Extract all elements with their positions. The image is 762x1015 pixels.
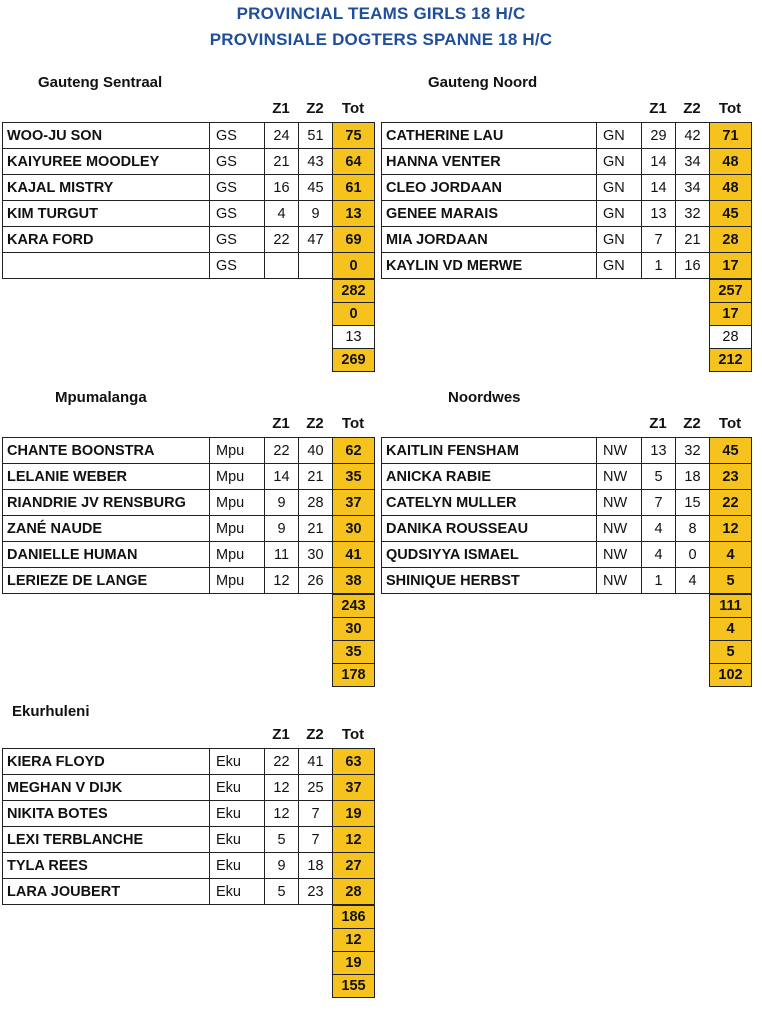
team-code: Mpu (210, 568, 265, 594)
column-header-z2: Z2 (683, 415, 701, 432)
team-name-ekurhuleni: Ekurhuleni (12, 703, 90, 720)
z2-score: 23 (299, 879, 333, 905)
z1-score (265, 253, 299, 279)
player-name: LELANIE WEBER (3, 464, 210, 490)
team-code: Mpu (210, 516, 265, 542)
total-score: 30 (333, 516, 375, 542)
table-row (3, 879, 375, 905)
player-name: TYLA REES (3, 853, 210, 879)
total-score: 48 (710, 175, 752, 201)
player-name: CATELYN MULLER (382, 490, 597, 516)
team-code: NW (597, 490, 642, 516)
summary-value: 102 (710, 664, 752, 687)
z2-score: 0 (676, 542, 710, 568)
column-header-tot: Tot (341, 415, 365, 432)
z2-score: 41 (299, 749, 333, 775)
player-name: CLEO JORDAAN (382, 175, 597, 201)
z1-score: 22 (265, 749, 299, 775)
team-code: GS (210, 123, 265, 149)
z2-score: 7 (299, 801, 333, 827)
summary-value: 269 (333, 349, 375, 372)
z2-score: 21 (676, 227, 710, 253)
z2-score: 30 (299, 542, 333, 568)
summary-value: 243 (333, 595, 375, 618)
table-row (382, 516, 752, 542)
summary-value: 30 (333, 618, 375, 641)
team-code: GS (210, 227, 265, 253)
summary-value: 35 (333, 641, 375, 664)
summary-value: 186 (333, 906, 375, 929)
z1-score: 14 (642, 175, 676, 201)
team-code: Mpu (210, 464, 265, 490)
z1-score: 11 (265, 542, 299, 568)
table-row (382, 123, 752, 149)
team-table-noordwes (381, 437, 752, 594)
player-name: MEGHAN V DIJK (3, 775, 210, 801)
team-code: Mpu (210, 438, 265, 464)
team-code: Eku (210, 801, 265, 827)
total-score: 22 (710, 490, 752, 516)
column-header-z2: Z2 (683, 100, 701, 117)
z1-score: 13 (642, 201, 676, 227)
summary-column-gauteng-noord (709, 279, 752, 372)
player-name: CATHERINE LAU (382, 123, 597, 149)
column-header-tot: Tot (341, 726, 365, 743)
table-row (382, 253, 752, 279)
column-header-tot: Tot (718, 415, 742, 432)
team-code: GS (210, 253, 265, 279)
team-code: GN (597, 201, 642, 227)
player-name: DANIKA ROUSSEAU (382, 516, 597, 542)
total-score: 63 (333, 749, 375, 775)
team-table-mpumalanga (2, 437, 375, 594)
table-row (3, 201, 375, 227)
total-score: 61 (333, 175, 375, 201)
player-name: ZANÉ NAUDE (3, 516, 210, 542)
z2-score: 4 (676, 568, 710, 594)
summary-value: 0 (333, 303, 375, 326)
total-score: 41 (333, 542, 375, 568)
table-row (3, 438, 375, 464)
total-score: 45 (710, 438, 752, 464)
total-score: 13 (333, 201, 375, 227)
total-score: 23 (710, 464, 752, 490)
z1-score: 21 (265, 149, 299, 175)
table-row (3, 568, 375, 594)
column-header-z2: Z2 (306, 726, 324, 743)
team-code: NW (597, 568, 642, 594)
z1-score: 9 (265, 490, 299, 516)
player-name: MIA JORDAAN (382, 227, 597, 253)
column-header-z1: Z1 (649, 415, 667, 432)
z2-score: 15 (676, 490, 710, 516)
player-name: WOO-JU SON (3, 123, 210, 149)
total-score: 45 (710, 201, 752, 227)
player-name: GENEE MARAIS (382, 201, 597, 227)
team-code: Mpu (210, 490, 265, 516)
table-row (3, 775, 375, 801)
player-name: DANIELLE HUMAN (3, 542, 210, 568)
team-code: Eku (210, 749, 265, 775)
total-score: 4 (710, 542, 752, 568)
z2-score: 34 (676, 149, 710, 175)
total-score: 38 (333, 568, 375, 594)
z2-score: 28 (299, 490, 333, 516)
table-row (3, 253, 375, 279)
z2-score: 42 (676, 123, 710, 149)
player-name: RIANDRIE JV RENSBURG (3, 490, 210, 516)
team-name-gauteng-noord: Gauteng Noord (428, 74, 538, 91)
team-table-gauteng-sentraal (2, 122, 375, 279)
z1-score: 12 (265, 775, 299, 801)
total-score: 69 (333, 227, 375, 253)
z1-score: 7 (642, 490, 676, 516)
z2-score: 21 (299, 464, 333, 490)
team-code: GN (597, 123, 642, 149)
table-row (382, 490, 752, 516)
table-row (382, 175, 752, 201)
summary-value: 155 (333, 975, 375, 998)
team-code: GN (597, 253, 642, 279)
z1-score: 14 (265, 464, 299, 490)
z1-score: 1 (642, 568, 676, 594)
table-row (3, 516, 375, 542)
team-code: Eku (210, 879, 265, 905)
table-row (3, 853, 375, 879)
page-title: PROVINCIAL TEAMS GIRLS 18 H/C (236, 4, 526, 23)
table-row (382, 464, 752, 490)
table-row (382, 149, 752, 175)
total-score: 5 (710, 568, 752, 594)
total-score: 48 (710, 149, 752, 175)
column-header-tot: Tot (718, 100, 742, 117)
summary-column-gauteng-sentraal (332, 279, 375, 372)
z1-score: 5 (265, 879, 299, 905)
z2-score: 32 (676, 438, 710, 464)
z2-score: 21 (299, 516, 333, 542)
total-score: 37 (333, 490, 375, 516)
player-name: KIERA FLOYD (3, 749, 210, 775)
total-score: 28 (710, 227, 752, 253)
summary-value: 282 (333, 280, 375, 303)
z1-score: 4 (642, 542, 676, 568)
total-score: 0 (333, 253, 375, 279)
z1-score: 4 (642, 516, 676, 542)
z2-score: 32 (676, 201, 710, 227)
column-header-z1: Z1 (272, 415, 290, 432)
column-header-z2: Z2 (306, 415, 324, 432)
table-row (382, 568, 752, 594)
column-header-z1: Z1 (272, 100, 290, 117)
player-name: LERIEZE DE LANGE (3, 568, 210, 594)
player-name: HANNA VENTER (382, 149, 597, 175)
summary-column-mpumalanga (332, 594, 375, 687)
z2-score: 34 (676, 175, 710, 201)
summary-value: 178 (333, 664, 375, 687)
table-row (3, 827, 375, 853)
summary-value: 5 (710, 641, 752, 664)
z2-score: 18 (299, 853, 333, 879)
z2-score: 51 (299, 123, 333, 149)
table-row (3, 490, 375, 516)
player-name: ANICKA RABIE (382, 464, 597, 490)
summary-column-noordwes (709, 594, 752, 687)
z2-score (299, 253, 333, 279)
table-row (3, 464, 375, 490)
z1-score: 5 (265, 827, 299, 853)
team-code: Mpu (210, 542, 265, 568)
z2-score: 47 (299, 227, 333, 253)
total-score: 17 (710, 253, 752, 279)
z1-score: 12 (265, 801, 299, 827)
total-score: 64 (333, 149, 375, 175)
z1-score: 9 (265, 516, 299, 542)
player-name: KAIYUREE MOODLEY (3, 149, 210, 175)
z2-score: 45 (299, 175, 333, 201)
total-score: 75 (333, 123, 375, 149)
total-score: 71 (710, 123, 752, 149)
z2-score: 26 (299, 568, 333, 594)
team-code: GN (597, 149, 642, 175)
team-code: GS (210, 201, 265, 227)
table-row (382, 542, 752, 568)
total-score: 27 (333, 853, 375, 879)
player-name: KIM TURGUT (3, 201, 210, 227)
total-score: 35 (333, 464, 375, 490)
table-row (3, 149, 375, 175)
player-name: LARA JOUBERT (3, 879, 210, 905)
column-header-z1: Z1 (649, 100, 667, 117)
player-name: LEXI TERBLANCHE (3, 827, 210, 853)
table-row (3, 123, 375, 149)
z2-score: 40 (299, 438, 333, 464)
total-score: 28 (333, 879, 375, 905)
table-row (3, 542, 375, 568)
column-header-z2: Z2 (306, 100, 324, 117)
z1-score: 12 (265, 568, 299, 594)
player-name: KAYLIN VD MERWE (382, 253, 597, 279)
z2-score: 18 (676, 464, 710, 490)
z2-score: 8 (676, 516, 710, 542)
z1-score: 13 (642, 438, 676, 464)
summary-value: 257 (710, 280, 752, 303)
column-header-z1: Z1 (272, 726, 290, 743)
summary-value: 212 (710, 349, 752, 372)
z2-score: 16 (676, 253, 710, 279)
player-name: QUDSIYYA ISMAEL (382, 542, 597, 568)
team-table-gauteng-noord (381, 122, 752, 279)
column-header-tot: Tot (341, 100, 365, 117)
table-row (3, 749, 375, 775)
z1-score: 1 (642, 253, 676, 279)
team-name-mpumalanga: Mpumalanga (55, 389, 147, 406)
z1-score: 4 (265, 201, 299, 227)
player-name: NIKITA BOTES (3, 801, 210, 827)
table-row (3, 227, 375, 253)
team-code: Eku (210, 853, 265, 879)
z1-score: 5 (642, 464, 676, 490)
total-score: 19 (333, 801, 375, 827)
page-subtitle: PROVINSIALE DOGTERS SPANNE 18 H/C (209, 30, 553, 49)
team-code: GN (597, 227, 642, 253)
player-name: KAITLIN FENSHAM (382, 438, 597, 464)
z1-score: 14 (642, 149, 676, 175)
team-code: Eku (210, 827, 265, 853)
total-score: 37 (333, 775, 375, 801)
player-name: SHINIQUE HERBST (382, 568, 597, 594)
team-code: GS (210, 175, 265, 201)
z2-score: 9 (299, 201, 333, 227)
table-row (382, 438, 752, 464)
summary-value: 111 (710, 595, 752, 618)
summary-value: 12 (333, 929, 375, 952)
summary-column-ekurhuleni (332, 905, 375, 998)
z1-score: 29 (642, 123, 676, 149)
total-score: 12 (710, 516, 752, 542)
team-code: GN (597, 175, 642, 201)
total-score: 62 (333, 438, 375, 464)
player-name (3, 253, 210, 279)
table-row (3, 801, 375, 827)
summary-value: 19 (333, 952, 375, 975)
team-code: NW (597, 464, 642, 490)
z2-score: 25 (299, 775, 333, 801)
team-table-ekurhuleni (2, 748, 375, 905)
team-code: GS (210, 149, 265, 175)
z2-score: 43 (299, 149, 333, 175)
z1-score: 9 (265, 853, 299, 879)
player-name: CHANTE BOONSTRA (3, 438, 210, 464)
team-name-gauteng-sentraal: Gauteng Sentraal (38, 74, 163, 91)
summary-value: 4 (710, 618, 752, 641)
table-row (382, 201, 752, 227)
z1-score: 22 (265, 227, 299, 253)
z1-score: 24 (265, 123, 299, 149)
table-row (3, 175, 375, 201)
player-name: KARA FORD (3, 227, 210, 253)
summary-value: 28 (710, 326, 752, 349)
z1-score: 22 (265, 438, 299, 464)
team-code: NW (597, 438, 642, 464)
z1-score: 16 (265, 175, 299, 201)
team-code: NW (597, 542, 642, 568)
team-name-noordwes: Noordwes (448, 389, 521, 406)
summary-value: 13 (333, 326, 375, 349)
team-code: Eku (210, 775, 265, 801)
summary-value: 17 (710, 303, 752, 326)
z1-score: 7 (642, 227, 676, 253)
player-name: KAJAL MISTRY (3, 175, 210, 201)
table-row (382, 227, 752, 253)
team-code: NW (597, 516, 642, 542)
z2-score: 7 (299, 827, 333, 853)
total-score: 12 (333, 827, 375, 853)
